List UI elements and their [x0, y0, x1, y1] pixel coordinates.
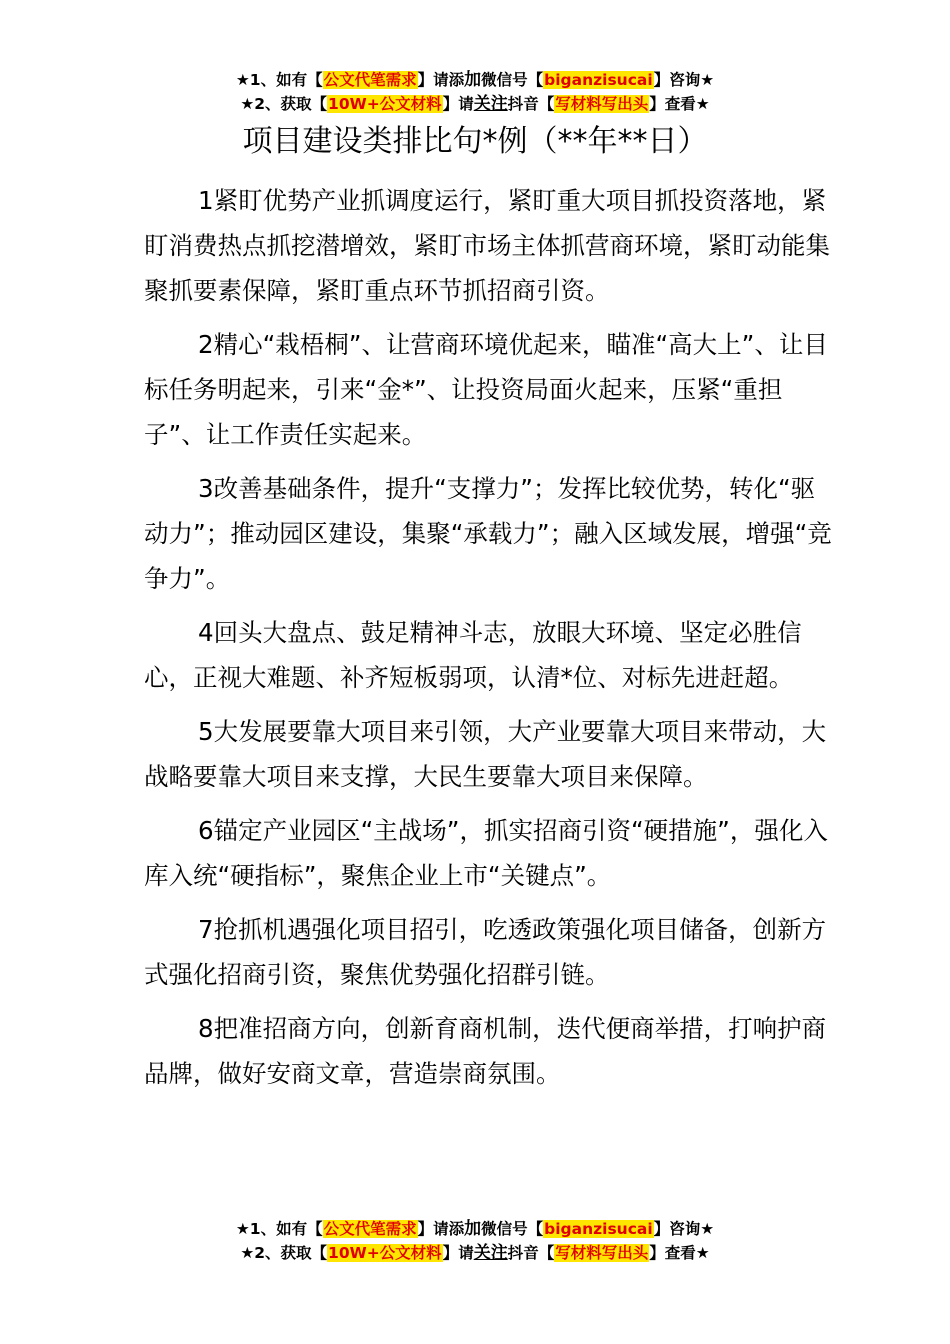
highlight-douyin-account: 写材料写出头: [555, 95, 649, 113]
promo-banner-bottom: [0, 1217, 950, 1265]
highlight-service: 公文代笔需求: [323, 71, 417, 89]
paragraph-6: 6锚定产业园区“主战场”，抓实招商引资“硬措施”，强化入库入统“硬指标”，聚焦企业上市“关键点”。: [144, 816, 828, 890]
document-title: 项目建设类排比句*例（**年**日）: [242, 124, 708, 159]
promo-banner-top: [0, 68, 950, 116]
document-body: [144, 178, 834, 1105]
paragraph-2: 2精心“栽梧桐”、让营商环境优起来，瞄准“高大上”、让目标任务明起来，引来“金*”、让投资局面火起来，压紧“重担子”、让工作责任实起来。: [144, 330, 828, 449]
paragraph-7: 7抢抓机遇强化项目招引，吃透政策强化项目储备，创新方式强化招商引资，聚焦优势强化招群引链。: [144, 915, 827, 989]
highlight-douyin-account: 写材料写出头: [555, 1244, 649, 1262]
paragraph-1: 1紧盯优势产业抓调度运行，紧盯重大项目抓投资落地，紧盯消费热点抓挖潜增效，紧盯市场主体抓营商环境，紧盯动能集聚抓要素保障，紧盯重点环节抓招商引资。: [144, 186, 830, 305]
paragraph-4: 4回头大盘点、鼓足精神斗志，放眼大环境、坚定必胜信心，正视大难题、补齐短板弱项，认清*位、对标先进赶超。: [144, 618, 802, 692]
promo-line-1: ★1、如有【公文代笔需求】请添加微信号【biganzisucai】咨询★: [235, 1219, 715, 1239]
paragraph-8: 8把准招商方向，创新育商机制，迭代便商举措，打响护商品牌，做好安商文章，营造崇商氛围。: [144, 1014, 827, 1088]
promo-line-2: ★2、获取【10W+公文材料】请关注抖音【写材料写出头】查看★: [240, 94, 710, 114]
paragraph-3: 3改善基础条件，提升“支撑力”；发挥比较优势，转化“驱动力”；推动园区建设，集聚“承载力”；融入区域发展，增强“竞争力”。: [144, 474, 832, 593]
promo-line-1: ★1、如有【公文代笔需求】请添加微信号【biganzisucai】咨询★: [235, 70, 715, 90]
highlight-materials: 10W+公文材料: [328, 95, 442, 113]
promo-line-2: ★2、获取【10W+公文材料】请关注抖音【写材料写出头】查看★: [240, 1243, 710, 1263]
highlight-service: 公文代笔需求: [323, 1220, 417, 1238]
paragraph-5: 5大发展要靠大项目来引领，大产业要靠大项目来带动，大战略要靠大项目来支撑，大民生要靠大项目来保障。: [144, 717, 827, 791]
highlight-wechat-id: biganzisucai: [544, 71, 653, 89]
highlight-wechat-id: biganzisucai: [544, 1220, 653, 1238]
highlight-materials: 10W+公文材料: [328, 1244, 442, 1262]
